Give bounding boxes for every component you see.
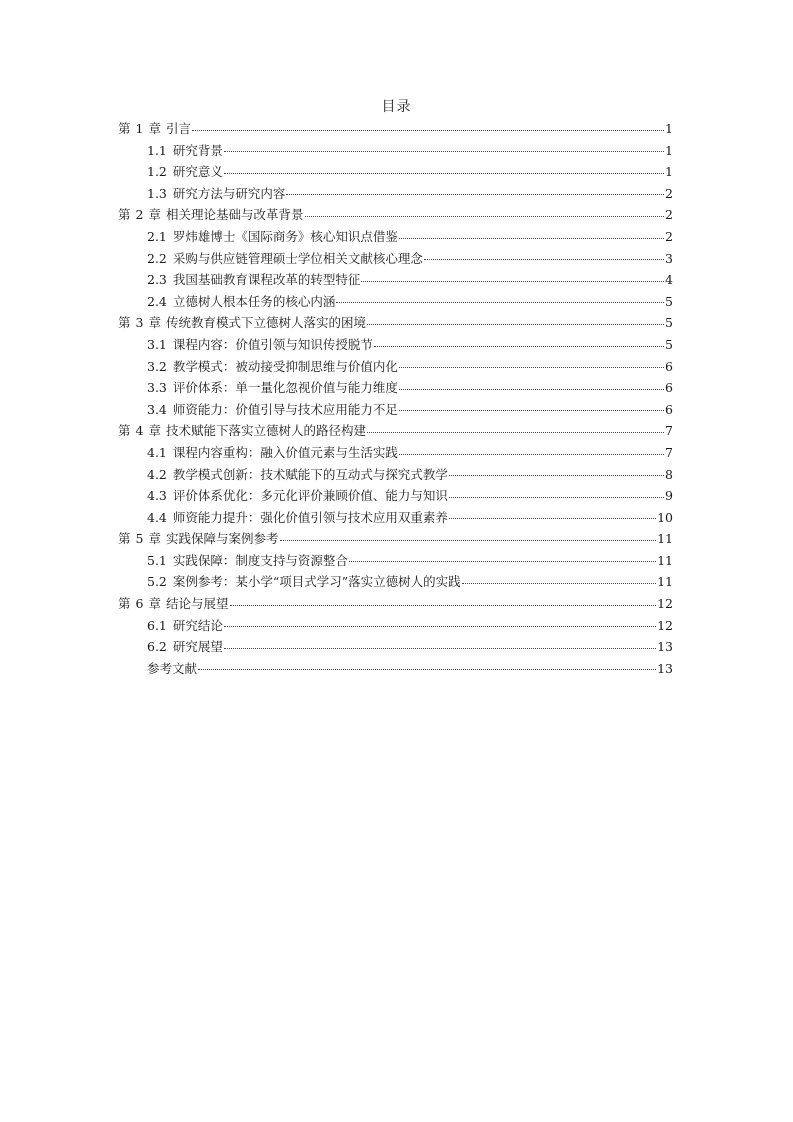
toc-entry-label: 3.1 课程内容：价值引领与知识传授脱节: [147, 336, 373, 352]
dot-leader: [224, 172, 664, 174]
page-number: 13: [657, 639, 673, 655]
page-number: 7: [665, 444, 673, 460]
dot-leader: [367, 323, 664, 325]
page-number: 11: [657, 574, 673, 590]
page-number: 5: [665, 293, 673, 309]
dot-leader: [361, 280, 664, 282]
toc-entry-label: 6.1 研究结论: [147, 617, 223, 633]
dot-leader: [462, 582, 656, 584]
toc-entry-label: 1.1 研究背景: [147, 142, 223, 158]
toc-entry-label: 4.1 课程内容重构：融入价值元素与生活实践: [147, 444, 398, 460]
page-number: 2: [665, 185, 673, 201]
dot-leader: [192, 129, 664, 131]
page-number: 1: [665, 164, 673, 180]
dot-leader: [224, 625, 656, 627]
page-number: 2: [665, 207, 673, 223]
dot-leader: [374, 345, 664, 347]
toc-entry-label: 4.2 教学模式创新：技术赋能下的互动式与探究式教学: [147, 466, 448, 482]
toc-entry-label: 2.4 立德树人根本任务的核心内涵: [147, 293, 336, 309]
toc-entry-label: 3.3 评价体系：单一量化忽视价值与能力维度: [147, 380, 398, 396]
toc-entry-label: 4.3 评价体系优化：多元化评价兼顾价值、能力与知识: [147, 488, 448, 504]
dot-leader: [224, 647, 656, 649]
toc-section-3-2[interactable]: [118, 356, 673, 378]
toc-section-2-2[interactable]: [118, 248, 673, 270]
dot-leader: [286, 193, 664, 195]
page-number: 4: [665, 272, 673, 288]
toc-section-4-2[interactable]: [118, 464, 673, 486]
toc-entry-label: 第 5 章 实践保障与案例参考: [118, 531, 279, 547]
page-number: 12: [657, 617, 673, 633]
toc-entry-label: 1.2 研究意义: [147, 164, 223, 180]
toc-entry-label: 参考文献: [147, 660, 198, 676]
toc-entry-label: 第 2 章 相关理论基础与改革背景: [118, 207, 304, 223]
page-number: 11: [657, 552, 673, 568]
toc-entry-label: 1.3 研究方法与研究内容: [147, 185, 286, 201]
dot-leader: [449, 517, 656, 519]
dot-leader: [224, 150, 664, 152]
toc-section-6-1[interactable]: [118, 615, 673, 637]
toc-section-2-1[interactable]: [118, 226, 673, 248]
dot-leader: [449, 474, 664, 476]
toc-section-2-4[interactable]: [118, 291, 673, 313]
dot-leader: [399, 366, 664, 368]
dot-leader: [198, 668, 656, 670]
page-number: 7: [665, 423, 673, 439]
toc-entry-label: 2.2 采购与供应链管理硕士学位相关文献核心理念: [147, 250, 423, 266]
toc-entry-label: 第 3 章 传统教育模式下立德树人落实的困境: [118, 315, 366, 331]
toc-chapter-3[interactable]: [118, 312, 673, 334]
dot-leader: [399, 409, 664, 411]
toc-chapter-2[interactable]: [118, 204, 673, 226]
toc-section-1-3[interactable]: [118, 183, 673, 205]
page-number: 5: [665, 315, 673, 331]
dot-leader: [424, 258, 664, 260]
page-number: 5: [665, 336, 673, 352]
toc-entry-label: 第 6 章 结论与展望: [118, 596, 229, 612]
dot-leader: [280, 539, 657, 541]
page-number: 13: [657, 660, 673, 676]
dot-leader: [349, 560, 656, 562]
page-number: 6: [665, 401, 673, 417]
dot-leader: [449, 496, 664, 498]
toc-entry-label: 2.3 我国基础教育课程改革的转型特征: [147, 272, 361, 288]
page-number: 2: [665, 228, 673, 244]
page-number: 10: [657, 509, 673, 525]
page-number: 8: [665, 466, 673, 482]
toc-references[interactable]: [118, 658, 673, 680]
dot-leader: [399, 388, 664, 390]
page-number: 3: [665, 250, 673, 266]
toc-section-1-1[interactable]: [118, 140, 673, 162]
table-of-contents: [118, 118, 673, 679]
toc-section-3-4[interactable]: [118, 399, 673, 421]
toc-section-3-3[interactable]: [118, 377, 673, 399]
toc-entry-label: 5.1 实践保障：制度支持与资源整合: [147, 552, 348, 568]
toc-chapter-6[interactable]: [118, 593, 673, 615]
toc-section-5-2[interactable]: [118, 571, 673, 593]
toc-entry-label: 4.4 师资能力提升：强化价值引领与技术应用双重素养: [147, 509, 448, 525]
toc-section-4-1[interactable]: [118, 442, 673, 464]
page-number: 9: [665, 488, 673, 504]
page-number: 1: [665, 142, 673, 158]
toc-section-4-4[interactable]: [118, 507, 673, 529]
toc-entry-label: 3.2 教学模式：被动接受抑制思维与价值内化: [147, 358, 398, 374]
dot-leader: [367, 431, 664, 433]
toc-section-5-1[interactable]: [118, 550, 673, 572]
toc-entry-label: 5.2 案例参考：某小学“项目式学习”落实立德树人的实践: [147, 574, 461, 590]
toc-section-1-2[interactable]: [118, 161, 673, 183]
page-number: 6: [665, 380, 673, 396]
toc-entry-label: 第 4 章 技术赋能下落实立德树人的路径构建: [118, 423, 366, 439]
toc-chapter-1[interactable]: [118, 118, 673, 140]
toc-entry-label: 3.4 师资能力：价值引导与技术应用能力不足: [147, 401, 398, 417]
page-number: 1: [665, 121, 673, 136]
dot-leader: [305, 215, 665, 217]
toc-section-4-3[interactable]: [118, 485, 673, 507]
page-number: 12: [657, 596, 673, 612]
toc-entry-label: 2.1 罗炜雄博士《国际商务》核心知识点借鉴: [147, 228, 398, 244]
toc-chapter-4[interactable]: [118, 420, 673, 442]
toc-entry-label: 第 1 章 引言: [118, 121, 191, 136]
toc-section-2-3[interactable]: [118, 269, 673, 291]
toc-chapter-5[interactable]: [118, 528, 673, 550]
toc-title: 目录: [381, 99, 412, 115]
toc-section-6-2[interactable]: [118, 636, 673, 658]
page-number: 6: [665, 358, 673, 374]
page-number: 11: [657, 531, 673, 547]
dot-leader: [336, 301, 664, 303]
dot-leader: [399, 453, 664, 455]
toc-entry-label: 6.2 研究展望: [147, 639, 223, 655]
dot-leader: [399, 237, 664, 239]
toc-section-3-1[interactable]: [118, 334, 673, 356]
dot-leader: [230, 604, 657, 606]
